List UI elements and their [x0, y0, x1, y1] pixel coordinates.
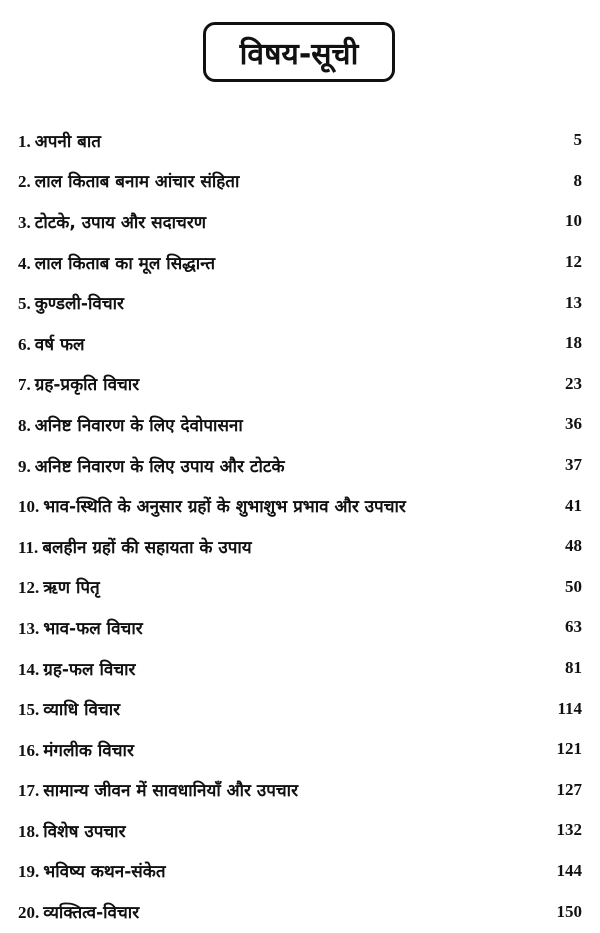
toc-entry-number: 13. [18, 618, 40, 638]
toc-entry-page: 13 [565, 292, 582, 312]
toc-entry-number: 4. [18, 253, 31, 273]
toc-entry [18, 201, 582, 242]
toc-entry-title-wrap [18, 575, 100, 598]
toc-entry-title-wrap [18, 454, 285, 477]
toc-entry-title-wrap [18, 535, 252, 558]
toc-entry [18, 242, 582, 283]
page-title [203, 22, 395, 82]
toc-entry-title-wrap [18, 616, 143, 639]
toc-entry-title-wrap [18, 372, 139, 395]
toc-entry-title-wrap [18, 697, 120, 720]
toc-entry-title-wrap [18, 859, 166, 882]
toc-entry-number: 1. [18, 131, 31, 151]
toc-entry [18, 770, 582, 811]
toc-entry-title: सामान्य जीवन में सावधानियाँ और उपचार [43, 781, 299, 802]
toc-entry-number: 11. [18, 537, 39, 557]
toc-entry [18, 567, 582, 608]
toc-entry [18, 445, 582, 486]
toc-entry-page: 41 [565, 495, 582, 515]
toc-entry-title: लाल किताब का मूल सिद्धान्त [34, 253, 216, 274]
toc-entry-title: अनिष्ट निवारण के लिए देवोपासना [34, 415, 243, 436]
toc-entry [18, 404, 582, 445]
toc-entry-title-wrap [18, 169, 239, 192]
toc-entry-number: 6. [18, 334, 31, 354]
toc-entry-title: व्याधि विचार [43, 700, 121, 721]
toc-entry-page: 12 [565, 252, 582, 272]
toc-entry-title: लाल किताब बनाम आंचार संहिता [34, 172, 240, 193]
toc-entry-title-wrap [18, 494, 406, 517]
toc-entry [18, 648, 582, 689]
toc-entry-page: 121 [556, 739, 582, 759]
toc-entry-title: विशेष उपचार [43, 821, 126, 842]
toc-entry [18, 526, 582, 567]
toc-entry-title: भाव-फल विचार [43, 618, 143, 639]
toc-entry [18, 485, 582, 526]
toc-entry-page: 8 [573, 170, 582, 190]
toc-entry-title: अपनी बात [34, 131, 101, 152]
toc-entry-title-wrap [18, 819, 126, 842]
toc-entry-title-wrap [18, 210, 206, 233]
toc-entry-page: 150 [556, 901, 582, 921]
toc-entry-title-wrap [18, 251, 215, 274]
toc-entry-page: 36 [565, 414, 582, 434]
toc-entry-title: व्यक्तित्व-विचार [43, 903, 140, 924]
toc-entry-page: 23 [565, 373, 582, 393]
toc-entry-number: 20. [18, 903, 40, 923]
toc-entry-title-wrap [18, 413, 243, 436]
toc-entry-page: 127 [556, 779, 582, 799]
toc-entry-page: 114 [557, 698, 582, 718]
toc-entry-title: मंगलीक विचार [43, 740, 134, 761]
toc-entry [18, 729, 582, 770]
toc-entry-title-wrap [18, 129, 101, 152]
table-of-contents [18, 120, 582, 932]
toc-entry-page: 63 [565, 617, 582, 637]
toc-entry-number: 18. [18, 821, 40, 841]
toc-entry [18, 851, 582, 892]
toc-entry [18, 688, 582, 729]
toc-entry-page: 5 [573, 130, 582, 150]
toc-entry [18, 810, 582, 851]
toc-entry-title-wrap [18, 738, 134, 761]
toc-entry-title-wrap [18, 657, 135, 680]
toc-entry-title: भाव-स्थिति के अनुसार ग्रहों के शुभाशुभ प्रभाव और उपचार [43, 497, 406, 518]
toc-entry-page: 81 [565, 658, 582, 678]
page-title-text: विषय-सूची [239, 36, 359, 72]
toc-entry-number: 7. [18, 375, 31, 395]
toc-entry-number: 5. [18, 294, 31, 314]
toc-entry-number: 8. [18, 415, 31, 435]
toc-entry-title-wrap [18, 332, 85, 355]
toc-entry-number: 16. [18, 740, 40, 760]
toc-entry-title: बलहीन ग्रहों की सहायता के उपाय [42, 537, 252, 558]
toc-entry-title: ऋण पितृ [43, 578, 100, 599]
toc-entry-title: भविष्य कथन-संकेत [43, 862, 166, 883]
toc-entry-title: कुण्डली-विचार [34, 294, 124, 315]
toc-entry-title: वर्ष फल [34, 334, 85, 355]
toc-entry-page: 18 [565, 333, 582, 353]
toc-entry-number: 10. [18, 497, 40, 517]
toc-entry-number: 14. [18, 659, 40, 679]
toc-entry-number: 12. [18, 578, 40, 598]
toc-entry-page: 132 [556, 820, 582, 840]
toc-entry-number: 3. [18, 212, 31, 232]
toc-entry-title: ग्रह-प्रकृति विचार [34, 375, 140, 396]
toc-entry [18, 161, 582, 202]
toc-entry-title: टोटके, उपाय और सदाचरण [34, 212, 207, 233]
toc-entry [18, 323, 582, 364]
toc-entry-page: 48 [565, 536, 582, 556]
toc-entry-title-wrap [18, 900, 139, 923]
toc-entry-title: अनिष्ट निवारण के लिए उपाय और टोटके [34, 456, 285, 477]
toc-entry-page: 50 [565, 576, 582, 596]
toc-entry-title-wrap [18, 291, 124, 314]
toc-entry-page: 10 [565, 211, 582, 231]
toc-entry-page: 144 [556, 860, 582, 880]
toc-entry-number: 9. [18, 456, 31, 476]
toc-entry [18, 607, 582, 648]
toc-entry-page: 37 [565, 455, 582, 475]
toc-entry [18, 364, 582, 405]
toc-entry-number: 15. [18, 700, 40, 720]
toc-entry-number: 19. [18, 862, 40, 882]
toc-entry-number: 2. [18, 172, 31, 192]
toc-entry-number: 17. [18, 781, 40, 801]
toc-entry [18, 282, 582, 323]
toc-entry-title: ग्रह-फल विचार [43, 659, 136, 680]
toc-entry [18, 120, 582, 161]
toc-entry-title-wrap [18, 778, 298, 801]
toc-entry [18, 891, 582, 932]
